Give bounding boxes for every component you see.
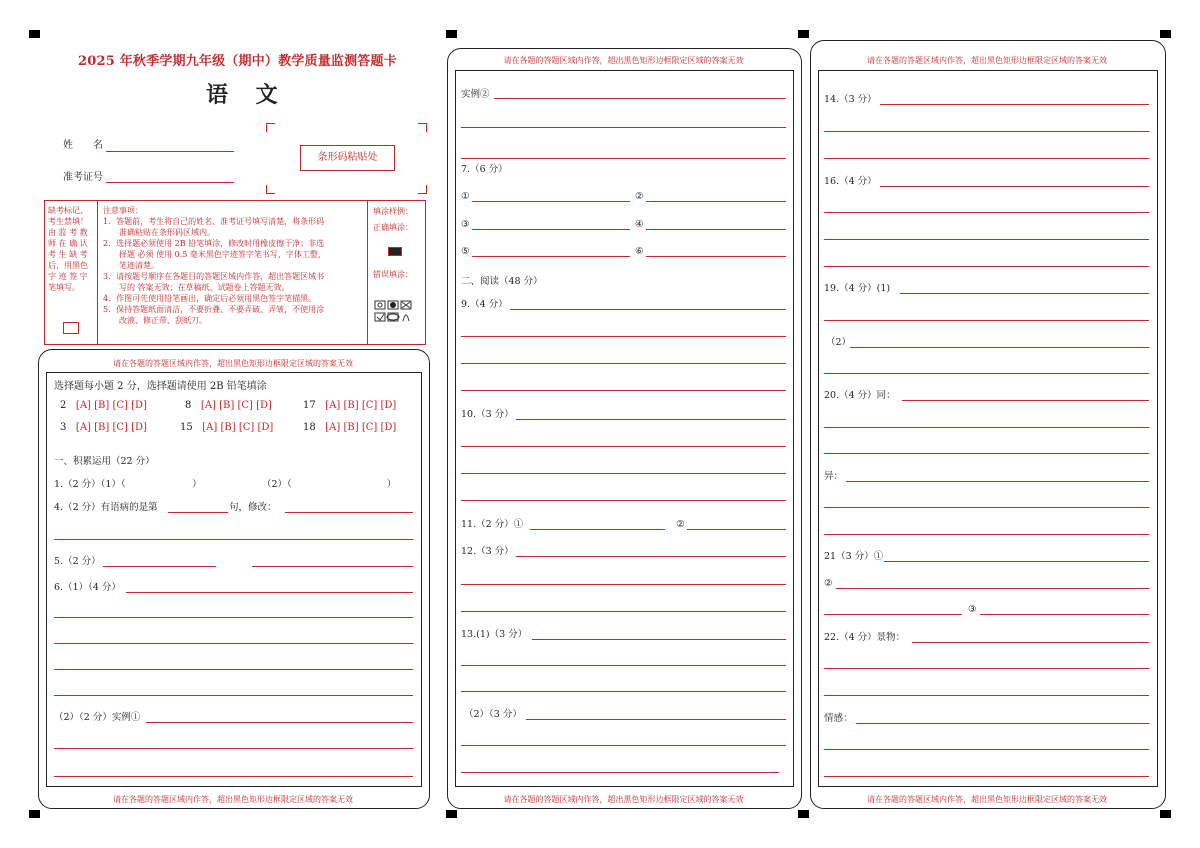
q11-field-2[interactable] [687,529,786,530]
q9-label: 9.（4 分） [461,299,508,310]
answer-line[interactable] [461,390,786,391]
choice-q15[interactable]: 15 [A] [B] [C] [D] [180,422,274,433]
q22-label: 22.（4 分）景物： [824,632,906,643]
boundary-notice: 请在各题的答题区域内作答，超出黑色矩形边框限定区域的答案无效 [867,56,1107,65]
q7-label: 7.（6 分） [461,164,508,175]
position-mark [1160,810,1171,818]
barcode-corner [266,185,275,194]
fill-wrong-samples [373,299,421,325]
q21-field-1[interactable] [884,561,1149,562]
answer-line[interactable] [54,695,413,696]
q10-field[interactable] [516,419,786,420]
fill-correct-label: 正确填涂： [373,223,413,232]
position-mark [446,30,457,38]
q4-fix-field[interactable] [285,512,413,513]
barcode-box [300,145,395,171]
answer-line[interactable] [461,363,786,364]
answer-line[interactable] [824,776,1149,777]
q19-label: 19.（4 分）(1) [824,283,891,294]
q1-label: 1.（2 分）（1）（ ） [54,479,202,490]
exam-title: 2025 年秋季学期九年级（期中）教学质量监测答题卡 [78,54,397,69]
q16-field[interactable] [880,186,1149,187]
answer-line[interactable] [54,669,413,670]
boundary-notice: 请在各题的答题区域内作答，超出黑色矩形边框限定区域的答案无效 [867,795,1107,804]
q22b-field[interactable] [856,723,1149,724]
choice-heading: 选择题每小题 2 分，选择题请使用 2B 铅笔填涂 [54,381,267,392]
q7-mark-6: ⑥ [635,246,644,257]
q13b-label: （2）（3 分） [464,709,522,720]
q21-field-2[interactable] [836,588,1149,589]
answer-line[interactable] [824,534,1149,535]
answer-line[interactable] [824,320,1149,321]
answer-line[interactable] [461,691,786,692]
absent-mark-column [45,201,98,344]
q4-label: 4.（2 分）有语病的是第 [54,502,158,513]
position-mark [798,30,809,38]
q20b-label: 异： [824,471,844,482]
name-field[interactable] [106,151,234,152]
answer-line[interactable] [461,584,786,585]
q4-sentence-field[interactable] [168,512,228,513]
absent-mark-checkbox[interactable] [63,322,79,334]
position-mark [446,810,457,818]
q11-mark-2: ② [676,519,685,530]
answer-line[interactable] [54,617,413,618]
answer-line[interactable] [461,473,786,474]
q7-mark-3: ③ [461,219,470,230]
answer-line[interactable] [461,745,786,746]
answer-line[interactable] [824,668,1149,669]
q6b-field[interactable] [146,722,413,723]
q1b-label: （2）（ ） [262,479,397,490]
subject-title: 语 文 [206,82,288,108]
q13-label: 13.(1)（3 分） [461,629,528,640]
instruction-block [44,200,426,345]
q7-mark-1: ① [461,191,470,202]
answer-line[interactable] [461,127,786,128]
choice-q3[interactable]: 3 [A] [B] [C] [D] [60,422,147,433]
q11-label: 11.（2 分）① [461,519,524,530]
q5-label: 5.（2 分） [54,556,101,567]
q7-field-5[interactable] [472,256,630,257]
answer-line[interactable] [461,772,779,773]
q21-field-3[interactable] [980,614,1149,615]
exam-id-label: 准考证号 [63,172,103,183]
answer-line[interactable] [461,336,786,337]
answer-line[interactable] [461,500,786,501]
q14-field[interactable] [880,104,1149,105]
eg2-label: 实例② [461,89,490,100]
boundary-notice: 请在各题的答题区域内作答，超出黑色矩形边框限定区域的答案无效 [503,56,744,65]
answer-line[interactable] [461,665,786,666]
answer-line[interactable] [824,507,1149,508]
answer-line[interactable] [461,158,786,159]
q20b-field[interactable] [846,481,1149,482]
barcode-corner [266,123,275,132]
q11-field-1[interactable] [530,529,665,530]
name-label: 姓 名 [63,140,103,151]
q9-field[interactable] [510,309,786,310]
q21-field-2b[interactable] [824,614,962,615]
q13-field[interactable] [532,639,786,640]
q12-label: 12.（3 分） [461,546,514,557]
fill-example-title: 填涂样例： [373,207,413,216]
q21-mark-3: ③ [968,604,977,615]
q21-mark-2: ② [824,578,833,589]
answer-line[interactable] [461,611,786,612]
boundary-notice: 请在各题的答题区域内作答，超出黑色矩形边框限定区域的答案无效 [503,795,744,804]
q7-mark-5: ⑤ [461,246,470,257]
instructions-text: 注意事项： 1．答题前，考生将自己的姓名、准考证号填写清楚，将条形码 准确粘贴在条形码区域内。 2．选择题必须使用 2B 铅笔填涂，修改时用橡皮擦干净；非选 择题 必须 使用 0.5 毫米黑色字迹签字笔书写，字体工整， 笔迹清楚。 3．请按题号顺序在各题目的答题区域内作答，超出答题区域书 写的 答案无效；在草稿纸、试题卷上答题无效。 4．作图可先使用铅笔画出，确定后必须用黑色签字笔描黑。 5．保持答题纸面清洁，不要折叠、不要弄破、弄皱，不使用涂 改液、修正带、刮纸刀。 [103,206,326,325]
exam-id-field[interactable] [106,182,234,183]
choice-q2[interactable]: 2 [A] [B] [C] [D] [60,400,147,411]
answer-line[interactable] [54,643,413,644]
absent-mark-text: 缺考标记， 考生禁填！ 由 监 考 教 师 在 确 认 考 生 缺 考 后，用黑色 字 迹 签 字 笔填写。 [48,206,88,292]
answer-line[interactable] [824,453,1149,454]
section-2-heading: 二、阅读（48 分） [461,276,543,287]
q7-mark-4: ④ [635,219,644,230]
answer-line[interactable] [54,748,413,749]
q19-field[interactable] [900,293,1149,294]
answer-line[interactable] [824,266,1149,267]
section-1-heading: 一、积累运用（22 分） [54,456,155,467]
answer-box-2 [455,70,794,787]
fill-correct-sample [388,247,402,256]
answer-line[interactable] [824,749,1149,750]
q6-field[interactable] [126,592,413,593]
boundary-notice: 请在各题的答题区域内作答，超出黑色矩形边框限定区域的答案无效 [113,359,353,368]
answer-line[interactable] [824,427,1149,428]
barcode-corner [418,123,427,132]
position-mark [1160,30,1171,38]
q19b-label: （2） [826,337,852,348]
answer-box-1 [46,372,422,787]
fill-example-column [367,201,425,344]
choice-q8[interactable]: 8 [A] [B] [C] [D] [185,400,272,411]
answer-line[interactable] [824,695,1149,696]
q4-fix-label: 句，修改： [229,502,277,513]
choice-q18[interactable]: 18 [A] [B] [C] [D] [303,422,397,433]
answer-line[interactable] [824,239,1149,240]
answer-line[interactable] [824,212,1149,213]
q6b-label: （2）（2 分）实例① [54,712,141,723]
answer-line[interactable] [824,373,1149,374]
q22-field[interactable] [912,642,1149,643]
q16-label: 16.（4 分） [824,176,877,187]
q6-label: 6.（1）（4 分） [54,582,121,593]
q20-field[interactable] [902,400,1149,401]
barcode-corner [418,185,427,194]
q7-field-4[interactable] [646,229,786,230]
barcode-label: 条形码粘贴处 [317,152,378,163]
q7-field-6[interactable] [646,256,786,257]
position-mark [29,30,40,38]
q7-field-1[interactable] [472,201,630,202]
answer-line[interactable] [54,776,413,777]
boundary-notice: 请在各题的答题区域内作答，超出黑色矩形边框限定区域的答案无效 [113,795,353,804]
q14-label: 14.（3 分） [824,94,877,105]
q20-label: 20.（4 分）同： [824,390,896,401]
q5-field-a[interactable] [103,566,216,567]
q7-mark-2: ② [635,191,644,202]
answer-line[interactable] [824,158,1149,159]
choice-q17[interactable]: 17 [A] [B] [C] [D] [303,400,397,411]
answer-line[interactable] [54,539,413,540]
q21-label: 21（3 分）① [824,551,884,562]
position-mark [29,810,40,818]
q5-field-b[interactable] [252,566,413,567]
fill-wrong-label: 错误填涂： [373,270,413,279]
q7-field-2[interactable] [646,201,786,202]
q12-field[interactable] [516,556,786,557]
position-mark [798,810,809,818]
q10-label: 10.（3 分） [461,409,514,420]
q19b-field[interactable] [850,347,1149,348]
eg2-field[interactable] [494,98,786,99]
q13b-field[interactable] [526,719,786,720]
q22b-label: 情感： [824,713,853,724]
answer-line[interactable] [824,131,1149,132]
answer-line[interactable] [461,446,786,447]
q7-field-3[interactable] [472,229,630,230]
